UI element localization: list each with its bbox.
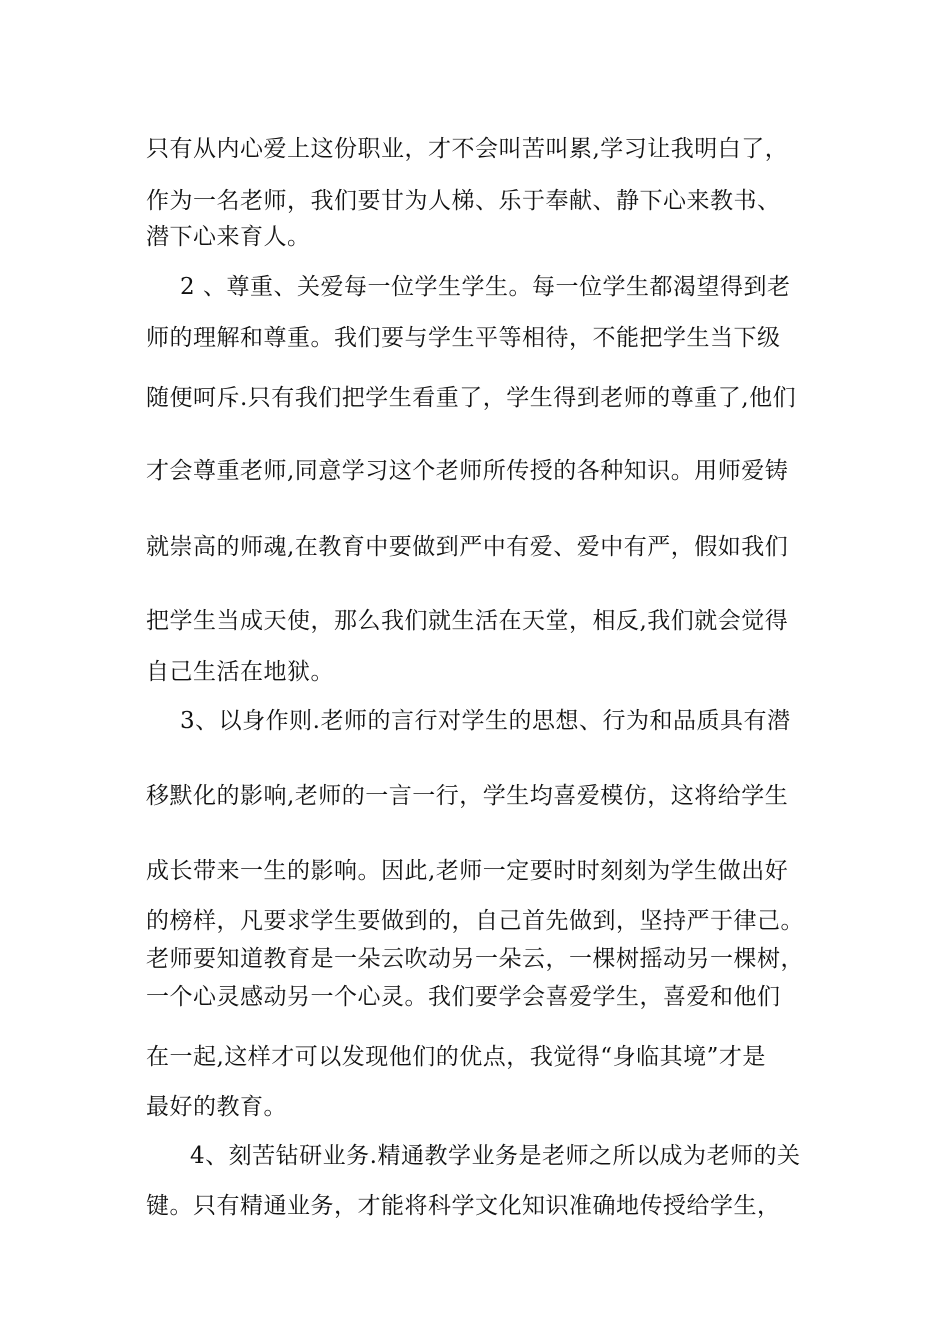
- text-line: 作为一名老师，我们要甘为人梯、乐于奉献、静下心来教书、: [146, 188, 781, 214]
- text-line: 最好的教育。: [146, 1094, 287, 1120]
- text-line: 在一起,这样才可以发现他们的优点，我觉得“身临其境”才是: [146, 1044, 766, 1070]
- text-line: 老师要知道教育是一朵云吹动另一朵云，一棵树摇动另一棵树，: [146, 946, 804, 972]
- text-line: 就崇高的师魂,在教育中要做到严中有爱、爱中有严，假如我们: [146, 534, 789, 560]
- text-line: 随便呵斥.只有我们把学生看重了，学生得到老师的尊重了,他们: [146, 385, 797, 411]
- text-line: 成长带来一生的影响。因此,老师一定要时时刻刻为学生做出好: [146, 858, 789, 884]
- paragraph-4-heading-line: 4、刻苦钻研业务.精通教学业务是老师之所以成为老师的关: [190, 1143, 801, 1169]
- text-line: 师的理解和尊重。我们要与学生平等相待，不能把学生当下级: [146, 325, 781, 351]
- text-line: 潜下心来育人。: [146, 224, 311, 250]
- text-line: 才会尊重老师,同意学习这个老师所传授的各种知识。用师爱铸: [146, 458, 789, 484]
- text-line: 键。只有精通业务，才能将科学文化知识准确地传授给学生，: [146, 1193, 781, 1219]
- text-line: 把学生当成天使，那么我们就生活在天堂，相反,我们就会觉得: [146, 608, 789, 634]
- text-line: 一个心灵感动另一个心灵。我们要学会喜爱学生，喜爱和他们: [146, 984, 781, 1010]
- text-line: 只有从内心爱上这份职业，才不会叫苦叫累,学习让我明白了，: [146, 136, 789, 162]
- paragraph-2-heading-line: 2 、尊重、关爱每一位学生学生。每一位学生都渴望得到老: [180, 274, 791, 300]
- text-line: 的榜样，凡要求学生要做到的，自己首先做到，坚持严于律己。: [146, 908, 804, 934]
- text-line: 自己生活在地狱。: [146, 659, 334, 685]
- text-line: 移默化的影响,老师的一言一行，学生均喜爱模仿，这将给学生: [146, 783, 789, 809]
- paragraph-3-heading-line: 3、以身作则.老师的言行对学生的思想、行为和品质具有潜: [180, 708, 791, 734]
